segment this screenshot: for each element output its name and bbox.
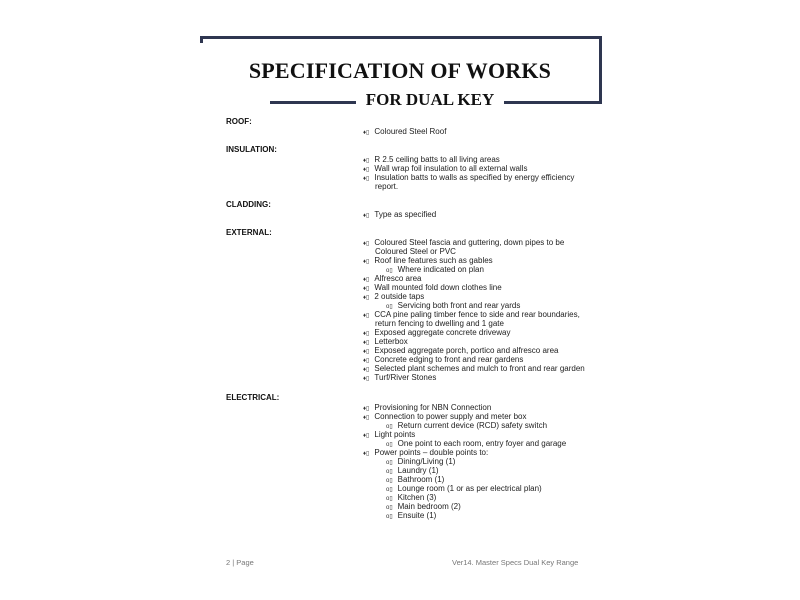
list-item: ♦▯ Exposed aggregate concrete driveway [363,328,511,337]
header-frame-left [200,36,203,43]
sub-list-item: o▯ Where indicated on plan [386,265,484,274]
diamond-bullet-icon: ♦▯ [363,358,370,364]
diamond-bullet-icon: ♦▯ [363,340,370,346]
circle-bullet-icon: o▯ [386,424,393,430]
diamond-bullet-icon: ♦▯ [363,277,370,283]
list-item: ♦▯ R 2.5 ceiling batts to all living areas [363,155,500,164]
document-title: SPECIFICATION OF WORKS [248,58,552,83]
circle-bullet-icon: o▯ [386,496,393,502]
diamond-bullet-icon: ♦▯ [363,158,370,164]
circle-bullet-icon: o▯ [386,487,393,493]
list-item: ♦▯ Roof line features such as gables [363,256,493,265]
diamond-bullet-icon: ♦▯ [363,313,370,319]
diamond-bullet-icon: ♦▯ [363,241,370,247]
diamond-bullet-icon: ♦▯ [363,433,370,439]
sub-list-item: o▯ Servicing both front and rear yards [386,301,521,310]
diamond-bullet-icon: ♦▯ [363,176,370,182]
header-rule-left [270,101,356,104]
list-item: ♦▯ Exposed aggregate porch, portico and alfresco area [363,346,559,355]
list-item: ♦▯ Insulation batts to walls as specified by energy efficiency [363,173,575,182]
list-item: ♦▯ Type as specified [363,210,437,219]
sub-list-item: o▯ Ensuite (1) [386,511,437,520]
header-rule-right [504,101,602,104]
circle-bullet-icon: o▯ [386,514,393,520]
circle-bullet-icon: o▯ [386,304,393,310]
circle-bullet-icon: o▯ [386,469,393,475]
list-item: ♦▯ Wall wrap foil insulation to all external walls [363,164,528,173]
section-label-electrical: ELECTRICAL: [226,393,280,402]
section-label-cladding: CLADDING: [226,200,271,209]
section-label-roof: ROOF: [226,117,252,126]
list-item: ♦▯ Concrete edging to front and rear gardens [363,355,524,364]
diamond-bullet-icon: ♦▯ [363,415,370,421]
circle-bullet-icon: o▯ [386,505,393,511]
list-item: ♦▯ 2 outside taps [363,292,425,301]
sub-list-item: o▯ Bathroom (1) [386,475,445,484]
sub-list-item: o▯ Kitchen (3) [386,493,437,502]
list-item: ♦▯ Power points – double points to: [363,448,489,457]
list-item: ♦▯ Selected plant schemes and mulch to front and rear garden [363,364,585,373]
circle-bullet-icon: o▯ [386,460,393,466]
list-item: ♦▯ Letterbox [363,337,408,346]
list-item: ♦▯ Provisioning for NBN Connection [363,403,492,412]
list-item: ♦▯ CCA pine paling timber fence to side and rear boundaries, [363,310,580,319]
list-item-continuation: report. [375,182,399,191]
diamond-bullet-icon: ♦▯ [363,295,370,301]
list-item: ♦▯ Coloured Steel Roof [363,127,447,136]
diamond-bullet-icon: ♦▯ [363,259,370,265]
list-item: ♦▯ Alfresco area [363,274,422,283]
list-item-continuation: Coloured Steel or PVC [375,247,456,256]
section-label-external: EXTERNAL: [226,228,272,237]
sub-list-item: o▯ Lounge room (1 or as per electrical plan) [386,484,542,493]
diamond-bullet-icon: ♦▯ [363,349,370,355]
diamond-bullet-icon: ♦▯ [363,130,370,136]
circle-bullet-icon: o▯ [386,268,393,274]
diamond-bullet-icon: ♦▯ [363,367,370,373]
diamond-bullet-icon: ♦▯ [363,406,370,412]
page-number: 2 | Page [226,558,254,567]
sub-list-item: o▯ One point to each room, entry foyer and garage [386,439,567,448]
diamond-bullet-icon: ♦▯ [363,451,370,457]
diamond-bullet-icon: ♦▯ [363,286,370,292]
sub-list-item: o▯ Return current device (RCD) safety switch [386,421,548,430]
circle-bullet-icon: o▯ [386,442,393,448]
list-item: ♦▯ Connection to power supply and meter box [363,412,527,421]
diamond-bullet-icon: ♦▯ [363,376,370,382]
list-item: ♦▯ Coloured Steel fascia and guttering, down pipes to be [363,238,565,247]
sub-list-item: o▯ Dining/Living (1) [386,457,456,466]
circle-bullet-icon: o▯ [386,478,393,484]
document-subtitle: FOR DUAL KEY [365,90,495,109]
sub-list-item: o▯ Main bedroom (2) [386,502,461,511]
list-item: ♦▯ Light points [363,430,416,439]
diamond-bullet-icon: ♦▯ [363,167,370,173]
list-item: ♦▯ Turf/River Stones [363,373,437,382]
sub-list-item: o▯ Laundry (1) [386,466,439,475]
list-item: ♦▯ Wall mounted fold down clothes line [363,283,502,292]
header-frame-top [200,36,602,39]
diamond-bullet-icon: ♦▯ [363,331,370,337]
document-version: Ver14. Master Specs Dual Key Range [452,558,579,567]
list-item-continuation: return fencing to dwelling and 1 gate [375,319,504,328]
diamond-bullet-icon: ♦▯ [363,213,370,219]
section-label-insulation: INSULATION: [226,145,277,154]
